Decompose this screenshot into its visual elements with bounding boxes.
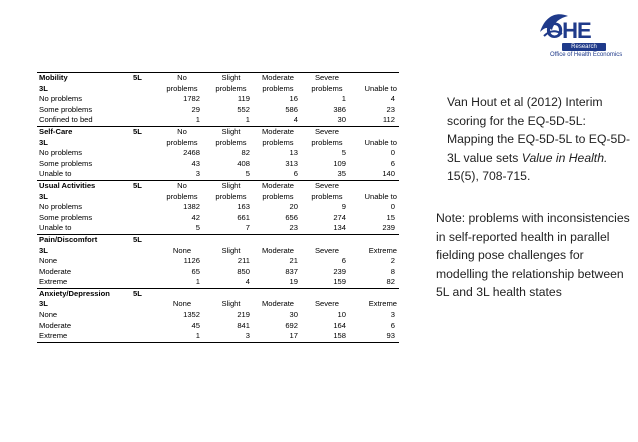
- table-row: [37, 115, 399, 126]
- cell-value: 65: [191, 266, 200, 276]
- cell-value: 35: [337, 169, 346, 179]
- column-header: No: [177, 73, 187, 82]
- table-row: [37, 159, 399, 170]
- cell-value: 841: [237, 320, 250, 330]
- logo-tagline: Research: [562, 43, 606, 51]
- column-header: No: [177, 180, 187, 190]
- col-5l-label: 5L: [133, 180, 142, 190]
- column-header: problems: [311, 83, 343, 93]
- cell-value: 19: [289, 277, 298, 287]
- cell-value: 219: [237, 310, 250, 320]
- cell-value: 6: [390, 158, 395, 168]
- cell-value: 140: [382, 169, 395, 179]
- cell-value: 1: [341, 94, 346, 104]
- cell-value: 1782: [183, 94, 200, 104]
- cell-value: 159: [333, 277, 346, 287]
- block-title: Mobility: [39, 73, 68, 82]
- cell-value: 119: [237, 94, 250, 104]
- header-row: [37, 138, 399, 149]
- column-header: problems: [262, 191, 294, 201]
- cell-value: 17: [289, 331, 298, 341]
- table-row: [37, 321, 399, 332]
- cell-value: 386: [333, 104, 346, 114]
- column-header: problems: [311, 137, 343, 147]
- cell-value: 42: [191, 212, 200, 222]
- cell-value: 1352: [183, 310, 200, 320]
- cell-value: 1: [195, 331, 200, 341]
- cell-value: 850: [237, 266, 250, 276]
- logo-text: OHE: [546, 18, 591, 43]
- cell-value: 4: [293, 115, 298, 125]
- column-header: problems: [166, 137, 198, 147]
- column-header: None: [172, 299, 192, 309]
- column-header: Slight: [221, 299, 241, 309]
- reference-citation: [447, 93, 632, 186]
- column-header: Extreme: [368, 299, 397, 309]
- cell-value: 93: [386, 331, 395, 341]
- column-header: No: [177, 126, 187, 136]
- crosstab-table: [37, 72, 399, 343]
- column-header: None: [172, 245, 192, 255]
- cell-value: 5: [195, 223, 200, 233]
- cell-value: 211: [237, 256, 250, 266]
- table-row: [37, 169, 399, 180]
- row-label: Extreme: [39, 277, 68, 287]
- cell-value: 3: [195, 169, 200, 179]
- column-header: problems: [166, 191, 198, 201]
- cell-value: 5: [245, 169, 250, 179]
- reference-journal: Value in Health.: [521, 150, 608, 165]
- table-row: [37, 94, 399, 105]
- block-title: Usual Activities: [39, 180, 96, 190]
- row-label: No problems: [39, 148, 83, 158]
- cell-value: 3: [390, 310, 395, 320]
- cell-value: 1382: [183, 202, 200, 212]
- cell-value: 239: [382, 223, 395, 233]
- row-label: Moderate: [39, 266, 72, 276]
- column-header: Unable to: [364, 137, 397, 147]
- column-header: problems: [166, 83, 198, 93]
- cell-value: 7: [245, 223, 250, 233]
- row-label: Unable to: [39, 169, 72, 179]
- cell-value: 2468: [183, 148, 200, 158]
- table-row: [37, 267, 399, 278]
- cell-value: 13: [289, 148, 298, 158]
- table-block: [37, 126, 399, 180]
- cell-value: 552: [237, 104, 250, 114]
- cell-value: 656: [285, 212, 298, 222]
- cell-value: 30: [337, 115, 346, 125]
- row-label: No problems: [39, 202, 83, 212]
- header-row: [37, 73, 399, 84]
- reference-text: Van Hout et al (2012) Interim scoring for the EQ-5D-5L: Mapping the EQ-5D-5L to EQ-5D-3L value sets: [447, 95, 631, 165]
- column-header: Slight: [221, 245, 241, 255]
- row-label: Extreme: [39, 331, 68, 341]
- header-row: [37, 246, 399, 257]
- table-row: [37, 277, 399, 288]
- ohe-logo: [528, 10, 623, 62]
- column-header: Moderate: [261, 245, 295, 255]
- block-subtitle: 3L: [39, 83, 48, 93]
- cell-value: 661: [237, 212, 250, 222]
- cell-value: 21: [289, 256, 298, 266]
- column-header: Severe: [314, 245, 340, 255]
- cell-value: 1: [245, 115, 250, 125]
- header-row: [37, 299, 399, 310]
- table-row: [37, 223, 399, 234]
- cell-value: 30: [289, 310, 298, 320]
- header-row: [37, 192, 399, 203]
- cell-value: 10: [337, 310, 346, 320]
- cell-value: 6: [293, 169, 298, 179]
- cell-value: 109: [333, 158, 346, 168]
- header-row: [37, 235, 399, 246]
- cell-value: 4: [245, 277, 250, 287]
- block-title: Self-Care: [39, 126, 73, 136]
- note-text: Note: problems with inconsistencies in self-reported health in parallel fielding pose challenges for modelling the relationship between 5L and 3L health states: [436, 211, 630, 299]
- table-row: [37, 105, 399, 116]
- column-header: Severe: [314, 73, 340, 82]
- cell-value: 692: [285, 320, 298, 330]
- column-header: Extreme: [368, 245, 397, 255]
- col-5l-label: 5L: [133, 234, 142, 244]
- block-subtitle: 3L: [39, 245, 48, 255]
- cell-value: 23: [386, 104, 395, 114]
- column-header: problems: [262, 83, 294, 93]
- row-label: None: [39, 256, 58, 266]
- column-header: problems: [215, 83, 247, 93]
- block-subtitle: 3L: [39, 191, 48, 201]
- cell-value: 16: [289, 94, 298, 104]
- column-header: Severe: [314, 126, 340, 136]
- cell-value: 837: [285, 266, 298, 276]
- block-title: Anxiety/Depression: [39, 288, 110, 298]
- table-block: [37, 72, 399, 126]
- cell-value: 82: [241, 148, 250, 158]
- column-header: problems: [215, 137, 247, 147]
- reference-volume: 15(5), 708-715.: [447, 169, 531, 183]
- cell-value: 15: [386, 212, 395, 222]
- header-row: [37, 289, 399, 300]
- row-label: Some problems: [39, 104, 93, 114]
- col-5l-label: 5L: [133, 288, 142, 298]
- table-block: [37, 234, 399, 288]
- table-row: [37, 256, 399, 267]
- cell-value: 8: [390, 266, 395, 276]
- column-header: Moderate: [261, 299, 295, 309]
- block-subtitle: 3L: [39, 137, 48, 147]
- column-header: Slight: [221, 126, 241, 136]
- col-5l-label: 5L: [133, 126, 142, 136]
- cell-value: 29: [191, 104, 200, 114]
- cell-value: 1: [195, 115, 200, 125]
- table-row: [37, 310, 399, 321]
- cell-value: 1: [195, 277, 200, 287]
- col-5l-label: 5L: [133, 73, 142, 82]
- row-label: No problems: [39, 94, 83, 104]
- column-header: Slight: [221, 180, 241, 190]
- table-row: [37, 213, 399, 224]
- cell-value: 408: [237, 158, 250, 168]
- cell-value: 1126: [183, 256, 200, 266]
- cell-value: 82: [386, 277, 395, 287]
- header-row: [37, 181, 399, 192]
- cell-value: 134: [333, 223, 346, 233]
- column-header: Moderate: [261, 126, 295, 136]
- cell-value: 20: [289, 202, 298, 212]
- column-header: Moderate: [261, 180, 295, 190]
- cell-value: 586: [285, 104, 298, 114]
- column-header: Slight: [221, 73, 241, 82]
- row-label: Confined to bed: [39, 115, 93, 125]
- table-row: [37, 148, 399, 159]
- table-block: [37, 180, 399, 234]
- header-row: [37, 127, 399, 138]
- column-header: problems: [262, 137, 294, 147]
- row-label: Some problems: [39, 212, 93, 222]
- column-header: Severe: [314, 180, 340, 190]
- column-header: Severe: [314, 299, 340, 309]
- cell-value: 5: [341, 148, 346, 158]
- column-header: Unable to: [364, 191, 397, 201]
- row-label: Some problems: [39, 158, 93, 168]
- block-subtitle: 3L: [39, 299, 48, 309]
- cell-value: 274: [333, 212, 346, 222]
- table-row: [37, 331, 399, 342]
- cell-value: 163: [237, 202, 250, 212]
- column-header: problems: [311, 191, 343, 201]
- cell-value: 23: [289, 223, 298, 233]
- cell-value: 6: [341, 256, 346, 266]
- header-row: [37, 84, 399, 95]
- cell-value: 0: [390, 202, 395, 212]
- cell-value: 45: [191, 320, 200, 330]
- block-title: Pain/Discomfort: [39, 234, 98, 244]
- cell-value: 43: [191, 158, 200, 168]
- cell-value: 112: [382, 115, 395, 125]
- column-header: Moderate: [261, 73, 295, 82]
- cell-value: 6: [390, 320, 395, 330]
- row-label: Moderate: [39, 320, 72, 330]
- cell-value: 313: [285, 158, 298, 168]
- cell-value: 9: [341, 202, 346, 212]
- row-label: Unable to: [39, 223, 72, 233]
- table-row: [37, 202, 399, 213]
- cell-value: 239: [333, 266, 346, 276]
- logo-subtitle: Office of Health Economics: [550, 52, 623, 58]
- table-block: [37, 288, 399, 342]
- cell-value: 2: [390, 256, 395, 266]
- column-header: problems: [215, 191, 247, 201]
- cell-value: 4: [390, 94, 395, 104]
- cell-value: 158: [333, 331, 346, 341]
- cell-value: 0: [390, 148, 395, 158]
- row-label: None: [39, 310, 58, 320]
- column-header: Unable to: [364, 83, 397, 93]
- cell-value: 3: [245, 331, 250, 341]
- cell-value: 164: [333, 320, 346, 330]
